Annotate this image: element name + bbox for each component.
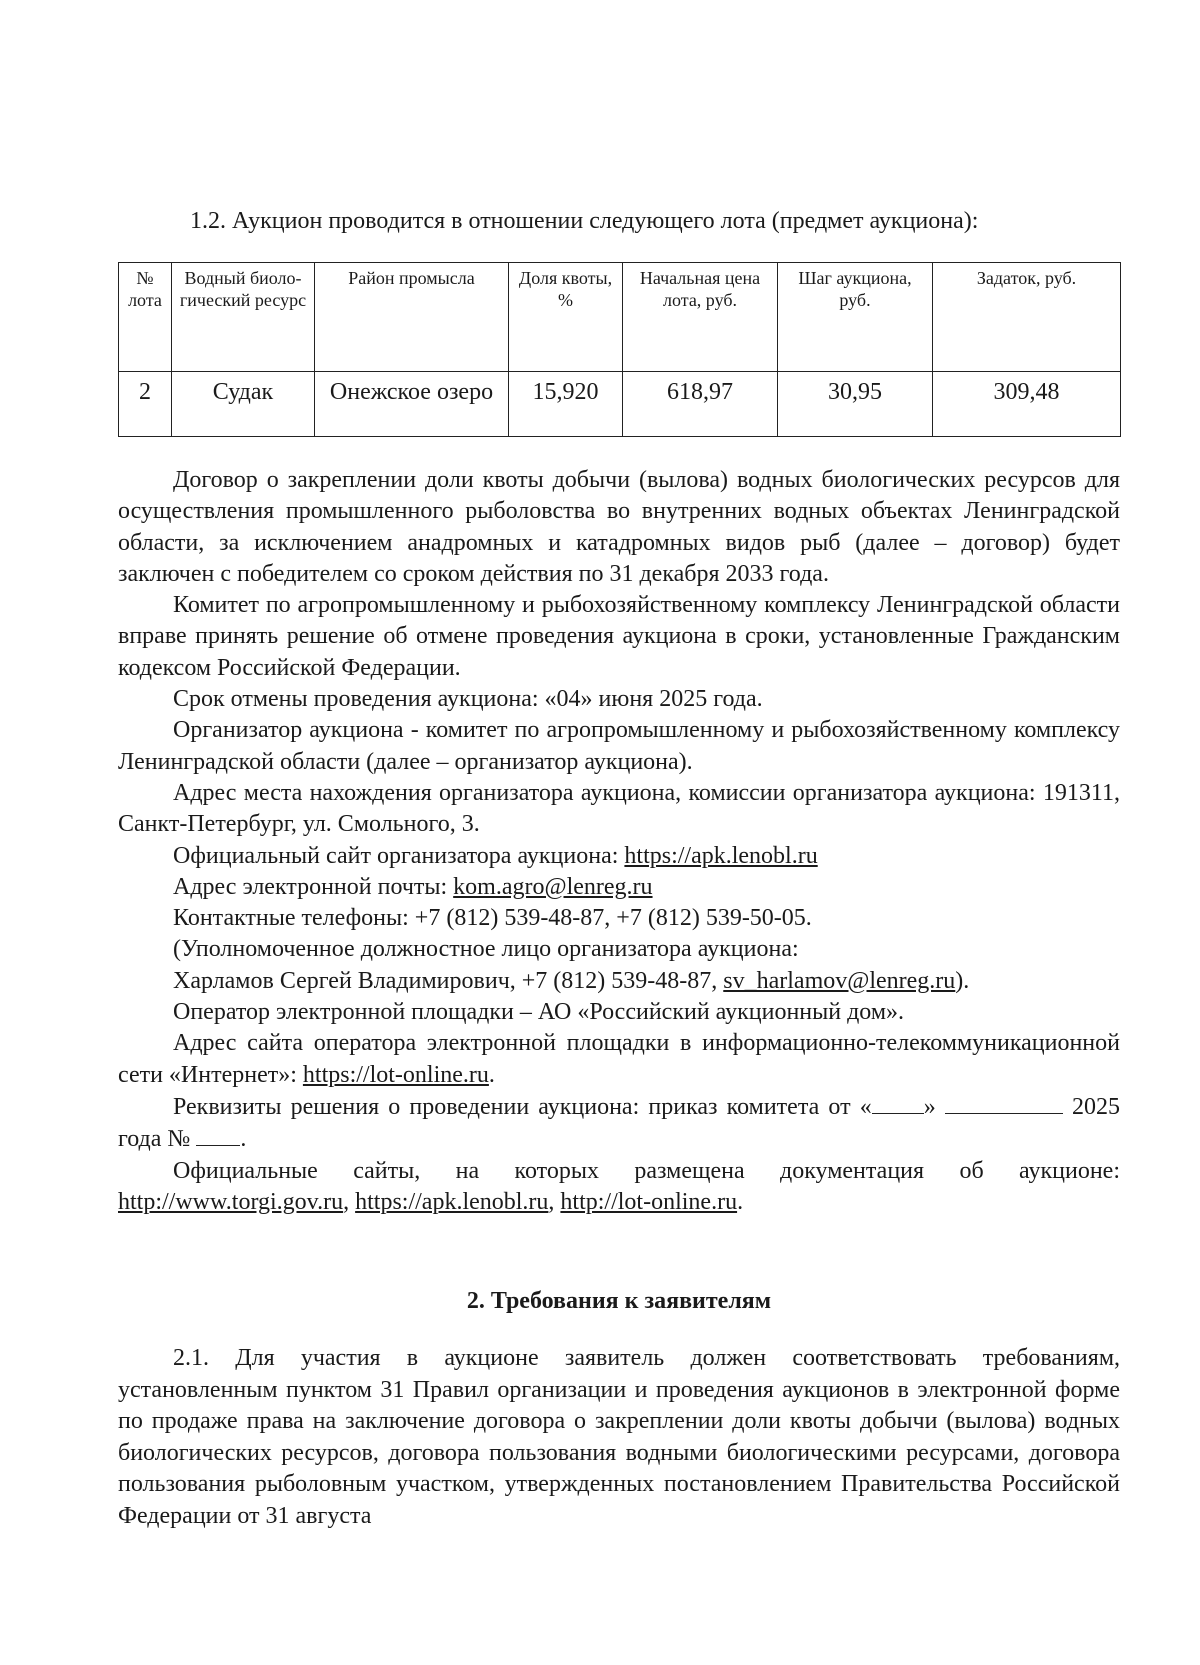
links-separator-2: , — [548, 1188, 561, 1215]
cell-auction-step: 30,95 — [778, 372, 933, 437]
decision-tail: . — [240, 1126, 247, 1153]
operator-site-link[interactable]: https://lot-online.ru — [302, 1061, 489, 1088]
apk-link[interactable]: https://apk.lenobl.ru — [355, 1188, 549, 1215]
cancellation-right-paragraph: Комитет по агропромышленному и рыбохозяйственному комплексу Ленинградской области вправе принять решение об отмене проведения аукциона в сроки, установленные Гражданским кодексом Российской Федерации. — [118, 592, 1120, 681]
lot-table — [118, 262, 1121, 437]
cell-resource: Судак — [172, 372, 315, 437]
table-header-row — [119, 263, 1121, 372]
header-deposit: Задаток, руб. — [933, 263, 1121, 372]
official-contact-tail: ). — [955, 967, 970, 994]
official-sites-paragraph — [118, 1156, 1120, 1219]
cell-quota-share: 15,920 — [509, 372, 623, 437]
section-intro: 1.2. Аукцион проводится в отношении следующего лота (предмет аукциона): — [190, 208, 979, 234]
date-month-blank — [945, 1091, 1063, 1114]
header-lot-number: № лота — [119, 263, 172, 372]
email-link[interactable]: kom.agro@lenreg.ru — [453, 873, 653, 900]
operator-paragraph: Оператор электронной площадки – АО «Российский аукционный дом». — [173, 999, 905, 1026]
links-separator-1: , — [343, 1188, 356, 1215]
date-day-blank — [872, 1091, 924, 1114]
requirements-section — [118, 1343, 1120, 1532]
website-label: Официальный сайт организатора аукциона: — [173, 842, 625, 869]
requirements-paragraph: 2.1. Для участия в аукционе заявитель должен соответствовать требованиям, установленным пунктом 31 Правил организации и проведения аукционов в электронной форме по продаже права на заключение договора о закреплении доли квоты добычи (вылова) водных биологических ресурсов, договора пользования водными биологическими ресурсами, договора пользования рыболовным участком, утвержденных постановлением Правительства Российской Федерации от 31 августа — [118, 1345, 1120, 1529]
website-paragraph — [118, 841, 1120, 872]
table-row — [119, 372, 1121, 437]
cell-lot-number: 2 — [119, 372, 172, 437]
phones-paragraph: Контактные телефоны: +7 (812) 539-48-87, +7 (812) 539-50-05. — [173, 905, 812, 932]
cell-deposit: 309,48 — [933, 372, 1121, 437]
email-paragraph — [118, 872, 1120, 903]
lot-online-link[interactable]: http://lot-online.ru — [560, 1188, 738, 1215]
cancellation-date-paragraph: Срок отмены проведения аукциона: «04» июня 2025 года. — [173, 686, 763, 713]
official-email-link[interactable]: sv_harlamov@lenreg.ru — [723, 967, 956, 994]
website-link[interactable]: https://apk.lenobl.ru — [624, 842, 818, 869]
organizer-paragraph: Организатор аукциона - комитет по агропромышленному и рыбохозяйственному комплексу Ленинградской области (далее – организатор аукциона). — [118, 717, 1120, 775]
header-start-price: Начальная цена лота, руб. — [623, 263, 778, 372]
contract-paragraph: Договор о закреплении доли квоты добычи (вылова) водных биологических ресурсов для осуществления промышленного рыболовства во внутренних водных объектах Ленинградской области, за исключением анадромных и катадромных видов рыб (далее – договор) будет заключен с победителем со сроком действия по 31 декабря 2033 года. — [118, 467, 1120, 587]
order-number-blank — [196, 1123, 240, 1146]
operator-site-text: Адрес сайта оператора электронной площадки в информационно-телекоммуникационной сети «Интернет»: — [118, 1030, 1120, 1088]
cell-fishing-area: Онежское озеро — [315, 372, 509, 437]
official-person-paragraph: (Уполномоченное должностное лицо организатора аукциона: — [173, 936, 799, 963]
email-label: Адрес электронной почты: — [173, 873, 454, 900]
official-sites-tail: . — [737, 1188, 744, 1215]
header-fishing-area: Район промысла — [315, 263, 509, 372]
operator-site-tail: . — [488, 1061, 495, 1088]
operator-site-paragraph — [118, 1028, 1120, 1091]
auction-details — [118, 465, 1120, 1218]
decision-paragraph — [118, 1091, 1120, 1156]
official-contact-paragraph — [118, 966, 1120, 997]
decision-year: 2025 года № — [118, 1093, 1121, 1153]
decision-text: Реквизиты решения о проведении аукциона: приказ комитета от « — [173, 1093, 872, 1120]
header-quota-share: Доля квоты, % — [509, 263, 623, 372]
decision-mid: » — [923, 1093, 945, 1120]
torgi-link[interactable]: http://www.torgi.gov.ru — [118, 1188, 344, 1215]
cell-start-price: 618,97 — [623, 372, 778, 437]
section-heading: 2. Требования к заявителям — [466, 1288, 772, 1314]
official-sites-text: Официальные сайты, на которых размещена документация об аукционе: — [173, 1157, 1120, 1184]
header-auction-step: Шаг аукциона, руб. — [778, 263, 933, 372]
header-resource: Водный биоло-гический ресурс — [172, 263, 315, 372]
address-paragraph: Адрес места нахождения организатора аукциона, комиссии организатора аукциона: 191311, Санкт-Петербург, ул. Смольного, 3. — [118, 779, 1120, 838]
official-contact-text: Харламов Сергей Владимирович, +7 (812) 539-48-87, — [173, 967, 724, 994]
